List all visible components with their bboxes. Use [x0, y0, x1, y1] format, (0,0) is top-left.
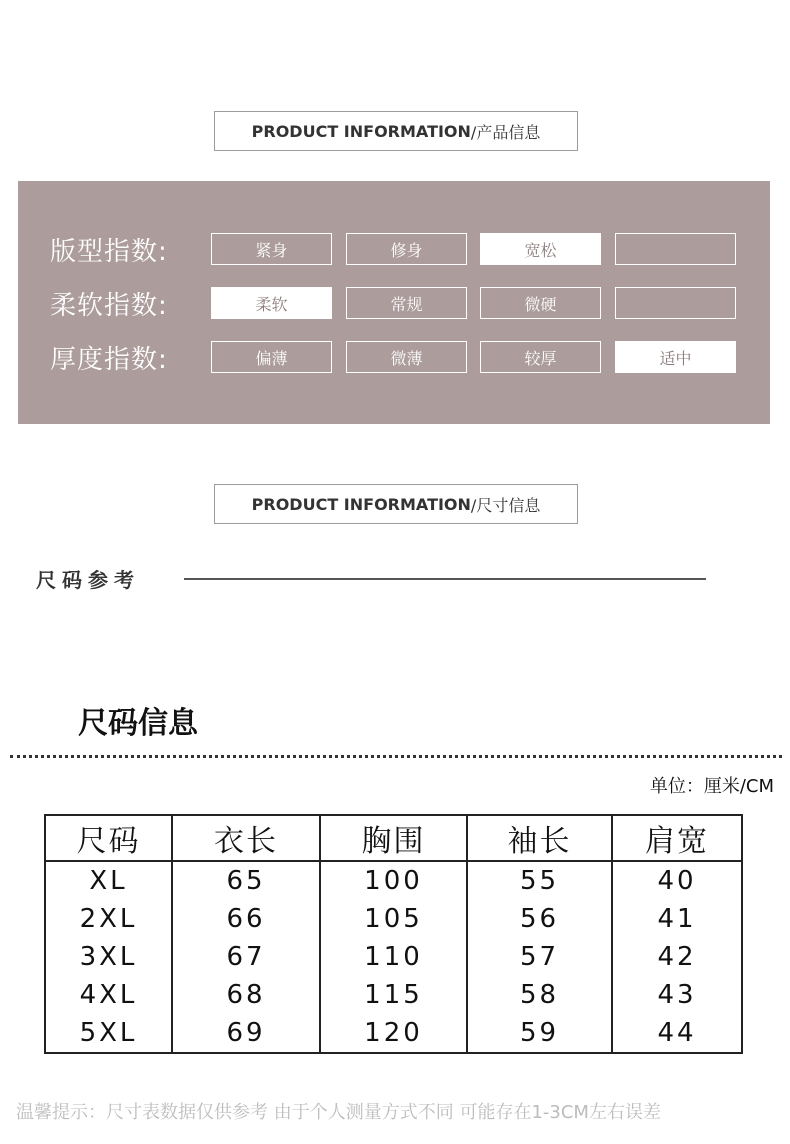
cell-sleeve: 56 [467, 900, 612, 938]
cell-shoulder: 43 [612, 976, 742, 1014]
header-chest: 胸围 [320, 815, 467, 861]
cell-size: 3XL [79, 942, 138, 972]
thickness-option-2: 微薄 [346, 341, 467, 373]
header-size: 尺码 [45, 815, 172, 861]
fit-option-2: 修身 [346, 233, 467, 265]
size-reference-label: 尺码参考 [36, 568, 140, 592]
size-info-section-title [214, 484, 578, 524]
cell-size: 5XL [79, 1018, 138, 1048]
softness-index-label: 柔软指数: [50, 291, 168, 321]
table-row [45, 938, 742, 976]
fit-index-label: 版型指数: [50, 237, 168, 267]
thickness-option-1: 偏薄 [211, 341, 332, 373]
dotted-divider [10, 755, 782, 758]
cell-chest: 100 [320, 861, 467, 900]
table-row [45, 1014, 742, 1053]
index-panel [18, 181, 770, 424]
cell-length: 65 [172, 861, 320, 900]
table-row [45, 861, 742, 900]
cell-chest: 110 [320, 938, 467, 976]
unit-label: 单位：厘米/CM [649, 776, 774, 797]
fit-option-1: 紧身 [211, 233, 332, 265]
table-row [45, 976, 742, 1014]
size-info-title-en: PRODUCT INFORMATION [251, 494, 471, 514]
cell-sleeve: 59 [467, 1014, 612, 1053]
cell-shoulder: 42 [612, 938, 742, 976]
fit-option-4 [615, 233, 736, 265]
thickness-option-4-selected: 适中 [615, 341, 736, 373]
header-shoulder: 肩宽 [612, 815, 742, 861]
size-info-title-cn: /尺寸信息 [470, 495, 541, 515]
size-info-heading: 尺码信息 [78, 706, 198, 741]
softness-option-1-selected: 柔软 [211, 287, 332, 319]
thickness-option-3: 较厚 [480, 341, 601, 373]
product-info-title [214, 111, 578, 151]
table-row [45, 900, 742, 938]
cell-sleeve: 55 [467, 861, 612, 900]
table-header-row [45, 815, 742, 861]
cell-sleeve: 58 [467, 976, 612, 1014]
cell-size: 2XL [79, 904, 138, 934]
header-sleeve: 袖长 [467, 815, 612, 861]
cell-shoulder: 40 [612, 861, 742, 900]
cell-length: 69 [172, 1014, 320, 1053]
size-table [44, 814, 743, 1054]
header-length: 衣长 [172, 815, 320, 861]
fit-option-3-selected: 宽松 [480, 233, 601, 265]
cell-shoulder: 41 [612, 900, 742, 938]
cell-length: 66 [172, 900, 320, 938]
divider-line [184, 578, 706, 580]
cell-chest: 120 [320, 1014, 467, 1053]
cell-chest: 105 [320, 900, 467, 938]
cell-shoulder: 44 [612, 1014, 742, 1053]
softness-option-3: 微硬 [480, 287, 601, 319]
cell-length: 67 [172, 938, 320, 976]
product-info-title-en: PRODUCT INFORMATION [251, 121, 471, 141]
cell-size: XL [89, 866, 128, 896]
cell-sleeve: 57 [467, 938, 612, 976]
thickness-index-label: 厚度指数: [50, 345, 168, 375]
product-info-title-cn: /产品信息 [470, 122, 541, 142]
softness-option-4 [615, 287, 736, 319]
cell-chest: 115 [320, 976, 467, 1014]
cell-length: 68 [172, 976, 320, 1014]
size-note: 温馨提示：尺寸表数据仅供参考 由于个人测量方式不同 可能存在1-3CM左右误差 [16, 1102, 661, 1123]
cell-size: 4XL [79, 980, 138, 1010]
softness-option-2: 常规 [346, 287, 467, 319]
